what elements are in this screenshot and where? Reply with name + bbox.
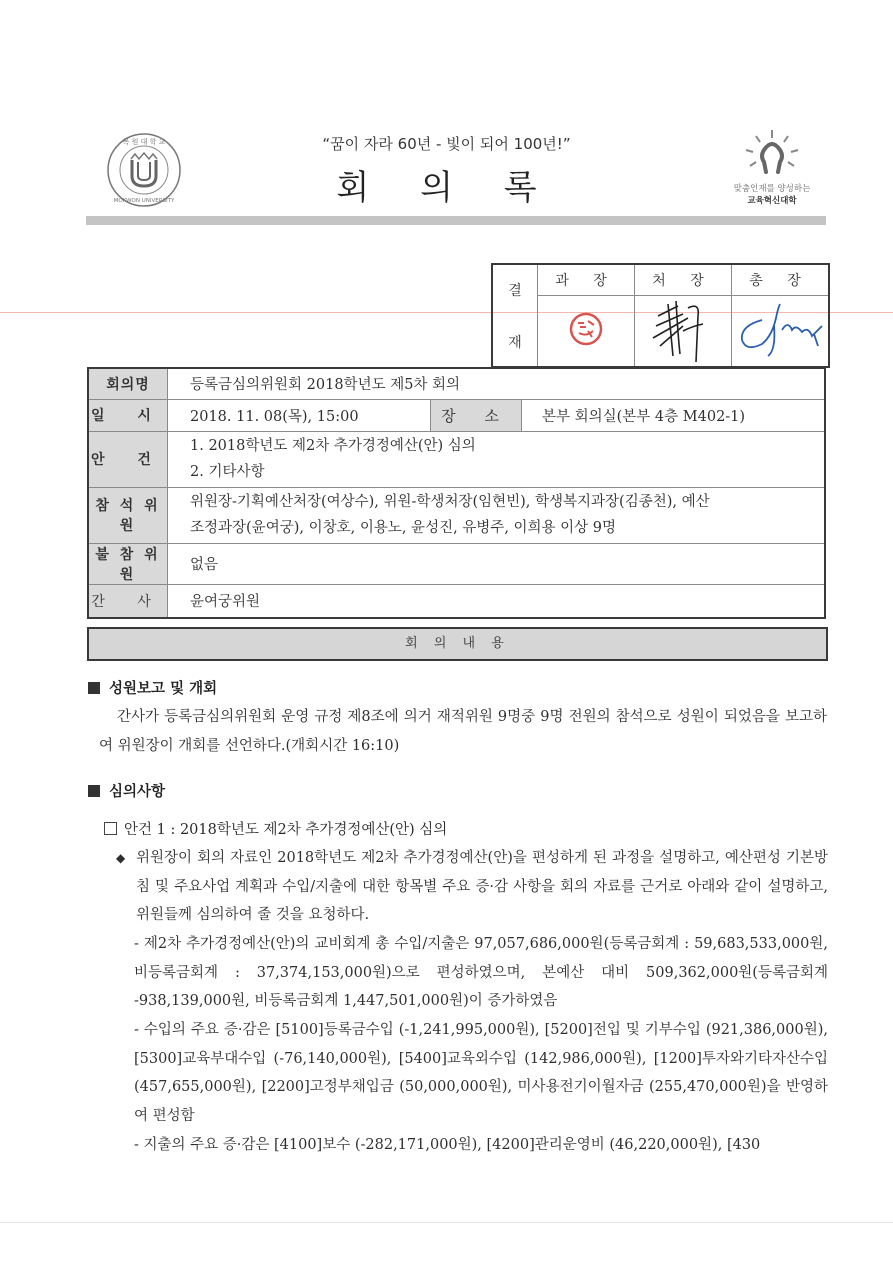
signature-director bbox=[635, 296, 732, 368]
signature-section-chief bbox=[538, 296, 635, 368]
revenue-changes-item: - 수입의 주요 증·감은 [5100]등록금수입 (-1,241,995,000원), [5200]전입 및 기부수입 (921,386,000원), [5300]교육부대수입 (-76,140,000원), [5400]교육외수입 (142,986,000원), [1200]투자와기타자산수입 (457,655,000원), [2200]고정부채입금 (50,000,000원), 미사용전기이월자금 (255,470,000원)을 반영하여 편성함 bbox=[134, 1022, 828, 1124]
datetime-label: 일 시 bbox=[88, 399, 168, 431]
lightbulb-icon bbox=[742, 128, 802, 176]
scan-artifact-line bbox=[0, 1222, 893, 1223]
quorum-paragraph: 간사가 등록금심의위원회 운영 규정 제8조에 의거 재적위원 9명중 9명 전원의 참석으로 성원이 되었음을 보고하여 위원장이 개회를 선언하다.(개회시간 16:10) bbox=[99, 709, 827, 754]
agenda-item-heading: 안건 1 : 2018학년도 제2차 추가경정예산(안) 심의 bbox=[104, 818, 447, 839]
absent-members: 없음 bbox=[168, 543, 826, 584]
page-title: 회 의 록 bbox=[336, 168, 557, 208]
header-divider bbox=[86, 216, 826, 225]
role-section-chief: 과 장 bbox=[538, 264, 635, 296]
meeting-name: 등록금심의위원회 2018학년도 제5차 회의 bbox=[168, 368, 826, 399]
agenda-label: 안 건 bbox=[88, 431, 168, 487]
signature-president bbox=[732, 296, 830, 368]
place: 본부 회의실(본부 4층 M402-1) bbox=[522, 399, 826, 431]
slogan: “꿈이 자라 60년 - 빛이 되어 100년!” bbox=[322, 135, 571, 153]
meeting-info-table bbox=[87, 367, 826, 619]
expense-changes-item: - 지출의 주요 증·감은 [4100]보수 (-282,171,000원), [4200]관리운영비 (46,220,000원), [430 bbox=[134, 1137, 761, 1153]
content-section-bar: 회 의 내 용 bbox=[87, 627, 828, 661]
secretary: 윤여궁위원 bbox=[168, 584, 826, 618]
approval-box bbox=[491, 263, 830, 368]
attendees-label: 참 석 위 원 bbox=[88, 487, 168, 543]
square-bullet-icon bbox=[88, 785, 100, 797]
square-bullet-icon bbox=[88, 682, 100, 694]
signature-icon bbox=[638, 296, 728, 362]
logo-name: 교육혁신대학 bbox=[747, 196, 797, 206]
signature-icon bbox=[732, 296, 828, 362]
checkbox-square-icon bbox=[104, 822, 117, 835]
agenda-list bbox=[168, 431, 826, 487]
budget-total-item: - 제2차 추가경정예산(안)의 교비회계 총 수입/지출은 97,057,686,000원(등록금회계 : 59,683,533,000원, 비등록금회계 : 37,374,153,000원)으로 편성하였으며, 본예산 대비 509,362,000원(등록금회계 -938,139,000원, 비등록금회계 1,447,501,000원)이 증가하였음 bbox=[134, 936, 828, 1009]
diamond-bullet-icon: ◆ bbox=[116, 851, 126, 865]
svg-text:목 원 대 학 교: 목 원 대 학 교 bbox=[122, 138, 166, 146]
seal-stamp-icon bbox=[566, 309, 606, 349]
agenda-item: 2. 기타사항 bbox=[190, 464, 265, 480]
chair-explanation: ◆ 위원장이 회의 자료인 2018학년도 제2차 추가경정예산(안)을 편성하게 된 과정을 설명하고, 예산편성 기본방침 및 주요사업 계획과 수입/지출에 대한 항목별 주요 증·감 사항을 회의 자료를 근거로 아래와 같이 설명하고, 위원들께 심의하여 줄 것을 요청하다. bbox=[116, 844, 828, 930]
secretary-label: 간 사 bbox=[88, 584, 168, 618]
meeting-name-label: 회의명 bbox=[88, 368, 168, 399]
role-director: 처 장 bbox=[635, 264, 732, 296]
approval-label: 결 재 bbox=[492, 264, 538, 367]
role-president: 총 장 bbox=[732, 264, 830, 296]
section-heading-deliberation: 심의사항 bbox=[88, 780, 165, 801]
attendees: 위원장-기획예산처장(여상수), 위원-학생처장(임현빈), 학생복지과장(김종천), 예산 조정과장(윤여궁), 이창호, 이용노, 윤성진, 유병주, 이희용 이상 9명 bbox=[168, 487, 826, 543]
svg-text:MOKWON UNIVERSITY: MOKWON UNIVERSITY bbox=[113, 198, 175, 204]
datetime: 2018. 11. 08(목), 15:00 bbox=[168, 399, 431, 431]
logo-tagline: 맞춤인재를 양성하는 bbox=[733, 184, 811, 194]
agenda-item: 1. 2018학년도 제2차 추가경정예산(안) 심의 bbox=[190, 438, 476, 454]
innovation-university-logo bbox=[728, 128, 816, 210]
section-heading-quorum: 성원보고 및 개회 bbox=[88, 677, 217, 698]
place-label: 장 소 bbox=[431, 399, 522, 431]
absent-label: 불 참 위 원 bbox=[88, 543, 168, 584]
